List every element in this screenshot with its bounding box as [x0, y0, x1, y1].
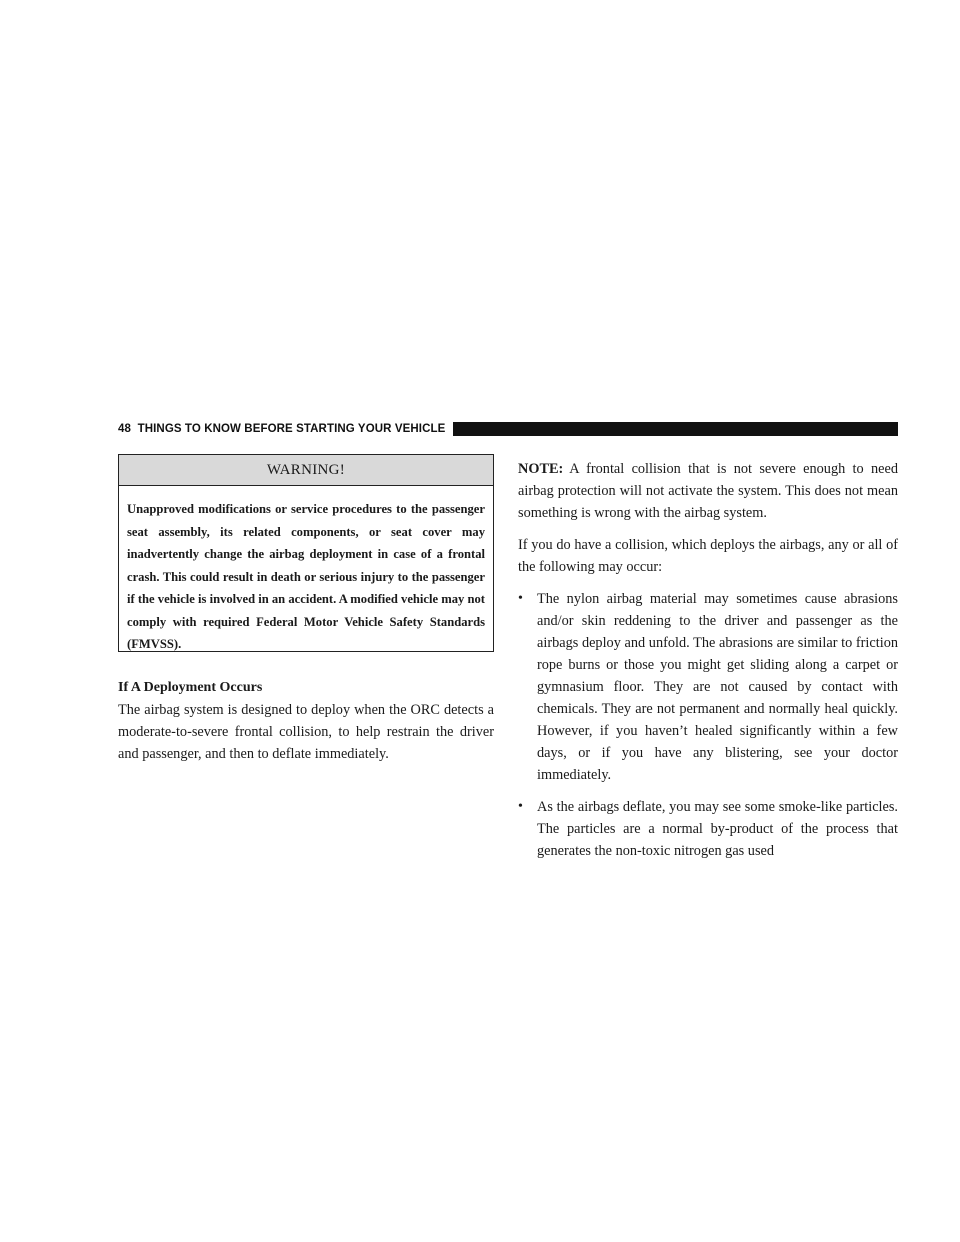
header-rule-bar [453, 422, 898, 436]
page-header [118, 418, 898, 440]
list-item-text: As the airbags deflate, you may see some smoke-like particles. The particles are a normal by-product of the process that generates the non-toxic nitrogen gas used [537, 799, 898, 859]
right-column [518, 458, 898, 862]
list-item [518, 588, 898, 786]
page-number: 48 [118, 423, 131, 435]
left-column [118, 678, 494, 765]
section-paragraph: The airbag system is designed to deploy when the ORC detects a moderate-to-severe frontal collision, to help restrain the driver and passenger, and then to deflate immediately. [118, 702, 494, 762]
intro-paragraph: If you do have a collision, which deploys the airbags, any or all of the following may occur: [518, 537, 898, 575]
section-heading: If A Deployment Occurs [118, 680, 263, 695]
page-header-text [118, 423, 445, 435]
warning-body: Unapproved modifications or service procedures to the passenger seat assembly, its related components, or seat cover may inadvertently change the airbag deployment in case of a frontal crash. This could result in death or serious injury to the passenger if the vehicle is involved in an accident. A modified vehicle may not comply with required Federal Motor Vehicle Safety Standards (FMVSS). [127, 502, 485, 651]
bullet-icon: • [518, 799, 523, 814]
note-paragraph [518, 458, 898, 524]
list-item-text: The nylon airbag material may sometimes cause abrasions and/or skin reddening to the driver and passenger as the airbags deploy and unfold. The abrasions are similar to friction rope burns or those you might get sliding along a carpet or gymnasium floor. They are not caused by contact with chemicals. They are not permanent and normally heal quickly. However, if you haven’t healed significantly within a few days, or if you have any blistering, see your doctor immediately. [537, 591, 898, 783]
note-text: A frontal collision that is not severe enough to need airbag protection will not activate the system. This does not mean something is wrong with the airbag system. [518, 461, 898, 521]
list-item [518, 796, 898, 862]
warning-box [118, 454, 494, 652]
bullet-icon: • [518, 591, 523, 606]
chapter-title: THINGS TO KNOW BEFORE STARTING YOUR VEHICLE [137, 423, 446, 435]
note-label: NOTE: [518, 461, 564, 477]
warning-title: WARNING! [119, 455, 493, 486]
